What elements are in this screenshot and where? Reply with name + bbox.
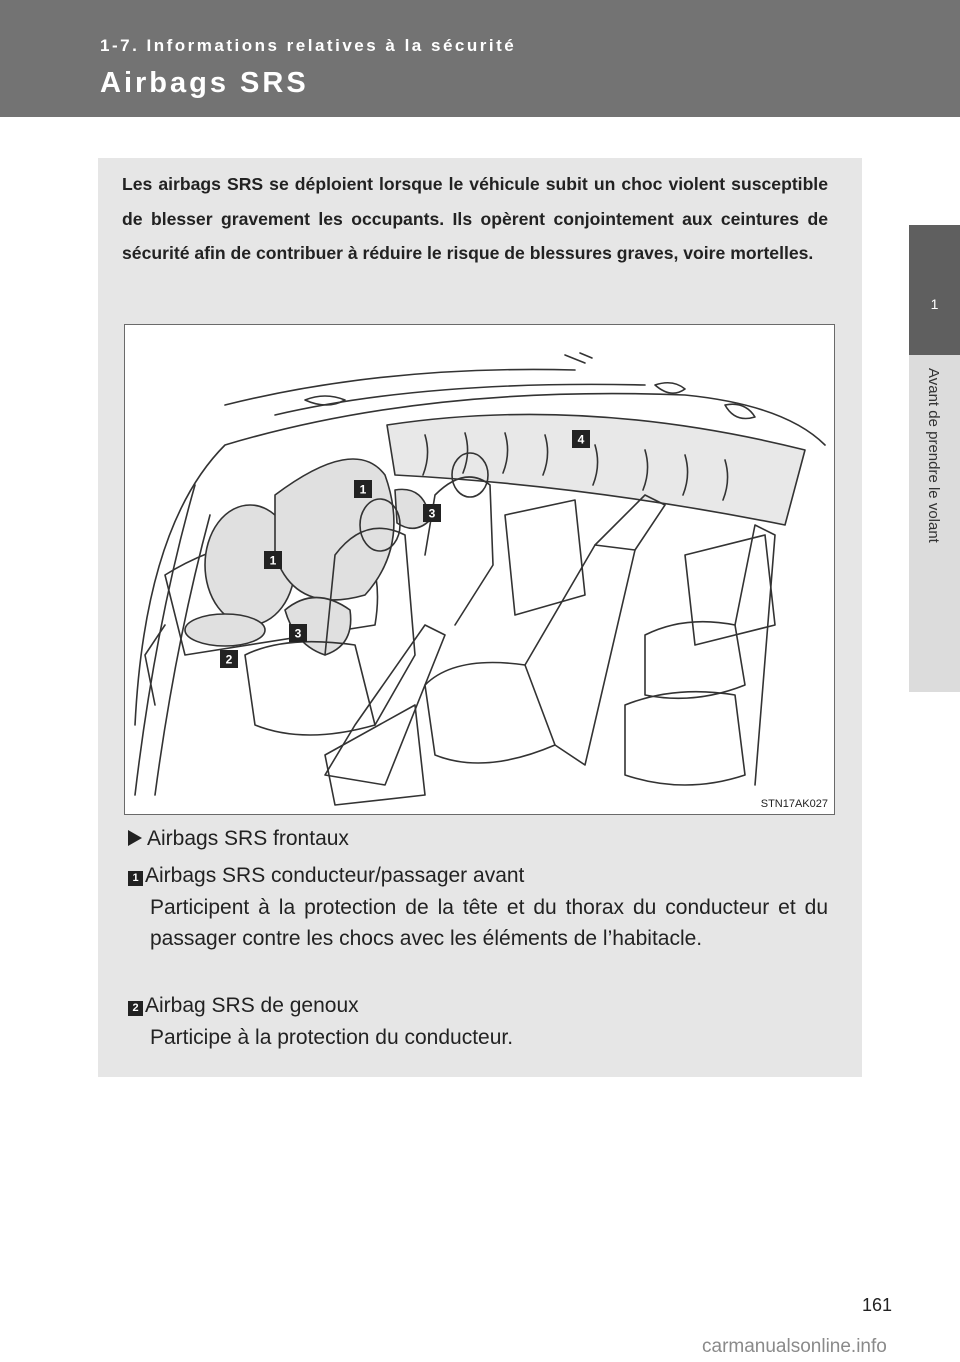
number-badge-2: 2 <box>128 1001 143 1016</box>
list-item-1-description: Participent à la protection de la tête et du thorax du conducteur et du passager contre les chocs avec les éléments de l’habitacle. <box>150 896 828 950</box>
list-item-2-label: Airbag SRS de genoux <box>145 994 359 1017</box>
triangle-bullet-icon <box>128 830 142 846</box>
page-header <box>0 0 960 117</box>
callout-4: 4 <box>577 432 585 447</box>
chapter-number: 1 <box>930 296 939 312</box>
callout-3b: 3 <box>294 626 302 641</box>
section-label: 1-7. Informations relatives à la sécurité <box>100 36 517 55</box>
list-item-2-description: Participe à la protection du conducteur. <box>150 1026 514 1049</box>
chapter-tab <box>909 225 960 355</box>
list-item-1 <box>128 860 524 891</box>
figure-code: STN17AK027 <box>760 798 828 810</box>
airbag-illustration <box>124 324 835 815</box>
list-item-1-label: Airbags SRS conducteur/passager avant <box>145 864 525 887</box>
list-heading <box>128 823 349 854</box>
list-heading-text: Airbags SRS frontaux <box>147 827 349 850</box>
callout-1b: 1 <box>269 553 277 568</box>
callout-2: 2 <box>225 652 233 667</box>
intro-paragraph: Les airbags SRS se déploient lorsque le véhicule subit un choc violent susceptible de blesser gravement les occupants. Ils opèrent conjointement aux ceintures de sécurité afin de contribuer à réduire le risque de blessures graves, voire mortelles. <box>122 174 828 263</box>
callout-1a: 1 <box>359 482 367 497</box>
callout-3a: 3 <box>428 506 436 521</box>
page-number: 161 <box>862 1295 893 1315</box>
page-title: Airbags SRS <box>100 67 309 99</box>
watermark: carmanualsonline.info <box>702 1336 887 1357</box>
chapter-title: Avant de prendre le volant <box>925 368 942 543</box>
list-item-2 <box>128 990 359 1021</box>
car-interior-drawing <box>125 325 834 814</box>
number-badge-1: 1 <box>128 871 143 886</box>
